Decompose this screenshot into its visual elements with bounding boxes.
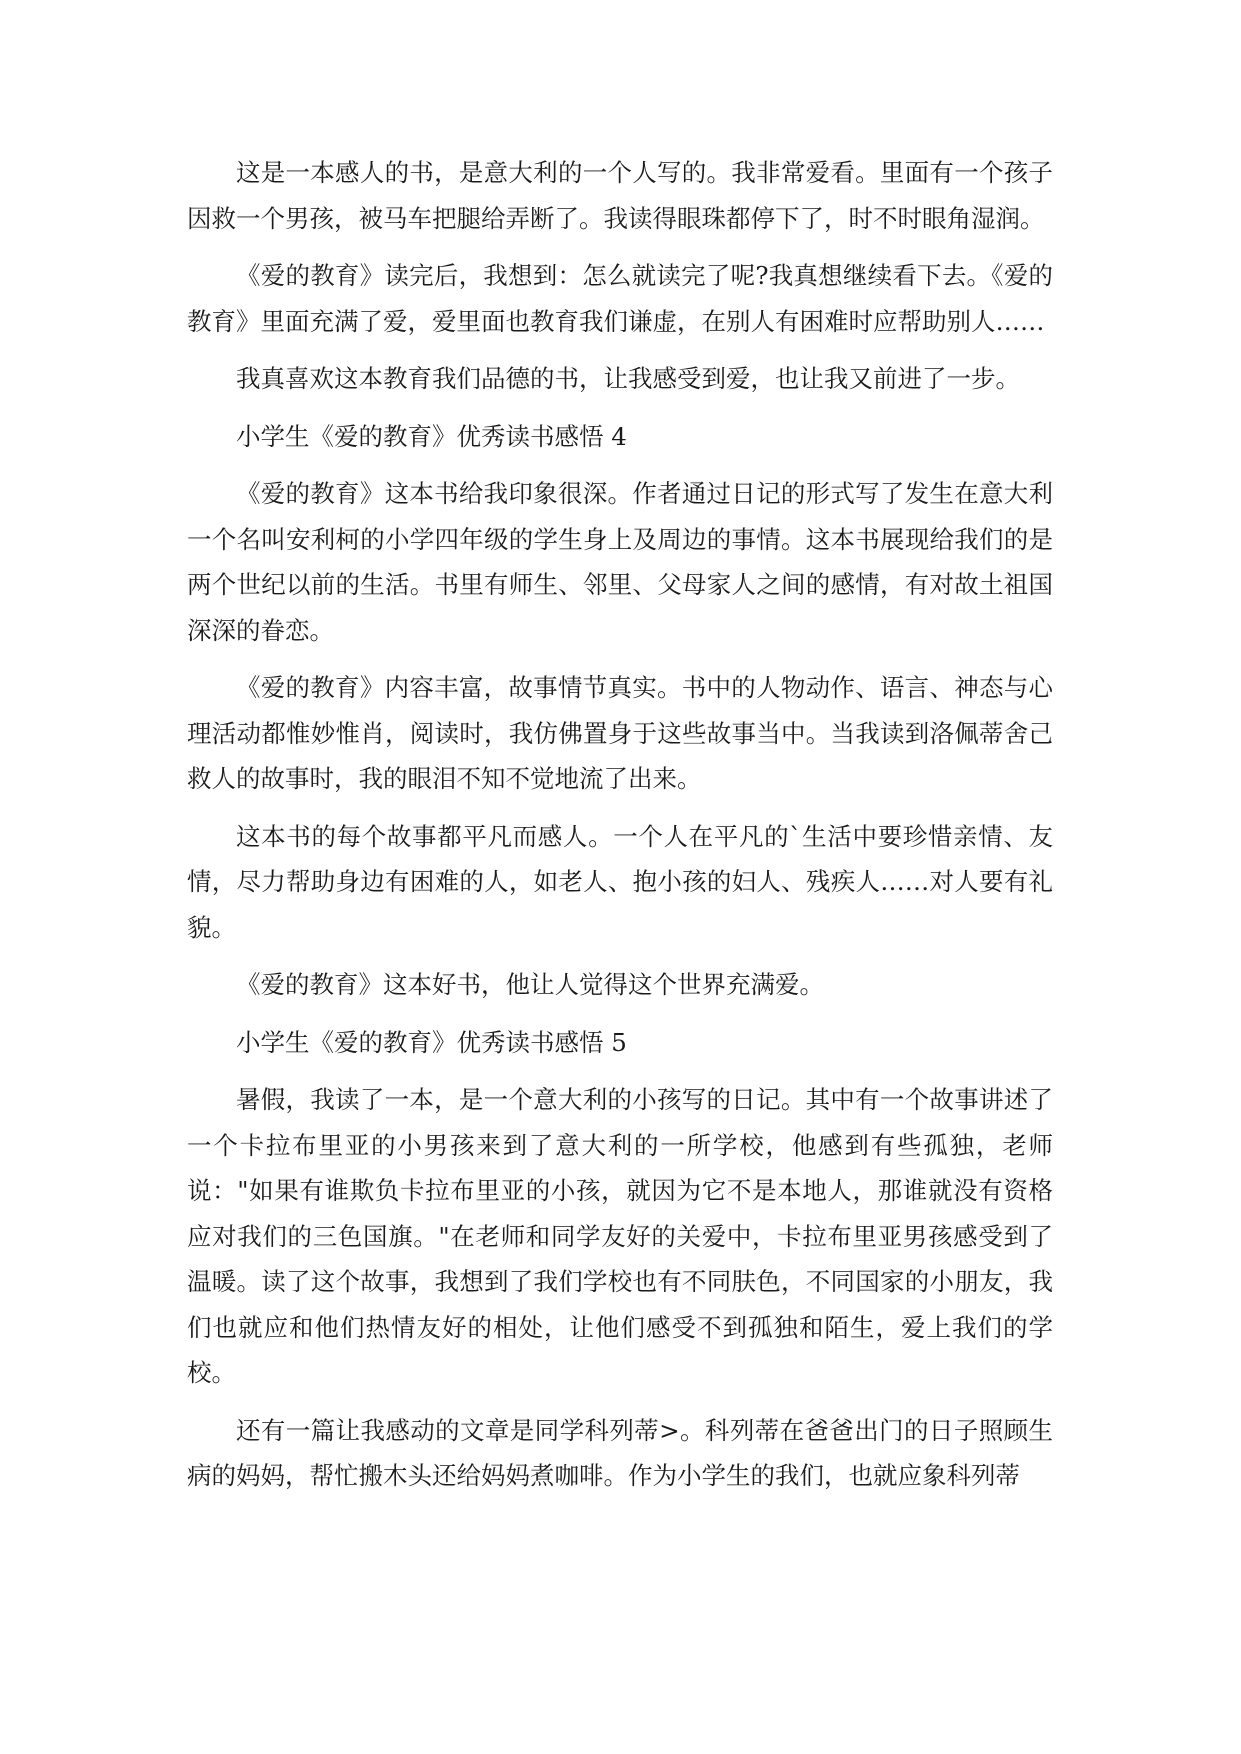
paragraph: 《爱的教育》内容丰富，故事情节真实。书中的人物动作、语言、神态与心理活动都惟妙惟肖，阅读时，我仿佛置身于这些故事当中。当我读到洛佩蒂舍己救人的故事时，我的眼泪不知不觉地流了出来。 (187, 673, 1053, 793)
paragraph: 《爱的教育》这本书给我印象很深。作者通过日记的形式写了发生在意大利一个名叫安利柯的小学四年级的学生身上及周边的事情。这本书展现给我们的是两个世纪以前的生活。书里有师生、邻里、父母家人之间的感情，有对故土祖国深深的眷恋。 (187, 479, 1053, 645)
paragraph: 《爱的教育》读完后，我想到：怎么就读完了呢?我真想继续看下去。《爱的教育》里面充满了爱，爱里面也教育我们谦虚，在别人有困难时应帮助别人…… (187, 261, 1053, 336)
paragraph: 这本书的每个故事都平凡而感人。一个人在平凡的`生活中要珍惜亲情、友情，尽力帮助身边有困难的人，如老人、抱小孩的妇人、残疾人……对人要有礼貌。 (187, 821, 1053, 942)
paragraph: 《爱的教育》这本好书，他让人觉得这个世界充满爱。 (236, 970, 824, 999)
paragraph: 我真喜欢这本教育我们品德的书，让我感受到爱，也让我又前进了一步。 (236, 364, 1020, 393)
paragraph: 还有一篇让我感动的文章是同学科列蒂>。科列蒂在爸爸出门的日子照顾生病的妈妈，帮忙搬木头还给妈妈煮咖啡。作为小学生的我们，也就应象科列蒂 (187, 1415, 1053, 1490)
document-page (187, 150, 1053, 1511)
section-heading: 小学生《爱的教育》优秀读书感悟 5 (236, 1027, 627, 1057)
paragraph: 这是一本感人的书，是意大利的一个人写的。我非常爱看。里面有一个孩子因救一个男孩，被马车把腿给弄断了。我读得眼珠都停下了，时不时眼角湿润。 (187, 158, 1053, 233)
paragraph: 暑假，我读了一本，是一个意大利的小孩写的日记。其中有一个故事讲述了一个卡拉布里亚的小男孩来到了意大利的一所学校，他感到有些孤独，老师说："如果有谁欺负卡拉布里亚的小孩，就因为它不是本地人，那谁就没有资格应对我们的三色国旗。"在老师和同学友好的关爱中，卡拉布里亚男孩感受到了温暖。读了这个故事，我想到了我们学校也有不同肤色，不同国家的小朋友，我们也就应和他们热情友好的相处，让他们感受不到孤独和陌生，爱上我们的学校。 (187, 1085, 1053, 1387)
section-heading: 小学生《爱的教育》优秀读书感悟 4 (236, 421, 627, 451)
